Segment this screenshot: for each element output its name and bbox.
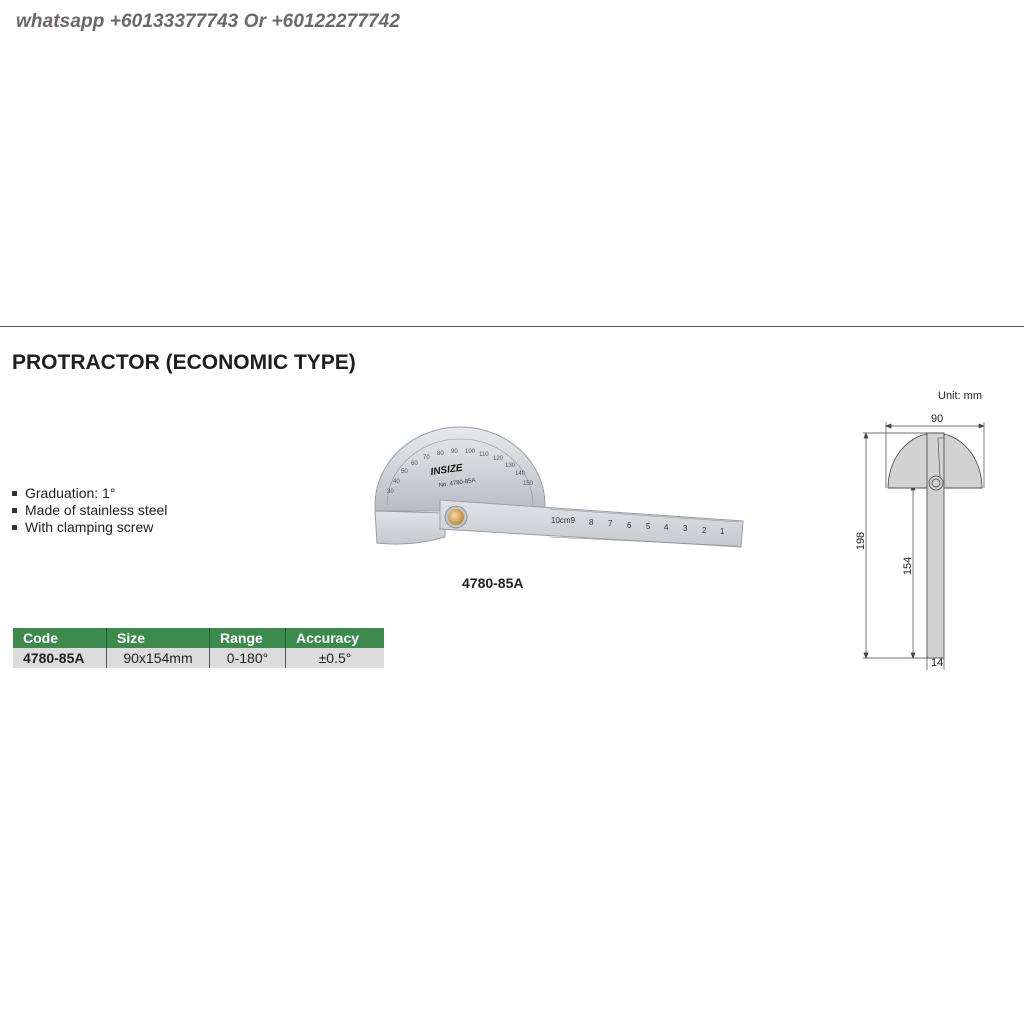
table-row xyxy=(13,648,384,668)
brand-logo: INSIZE xyxy=(429,462,464,478)
svg-text:140: 140 xyxy=(515,471,526,477)
bullet-icon xyxy=(12,525,17,530)
col-range: Range xyxy=(210,628,286,648)
spec-table xyxy=(13,628,384,668)
svg-text:90: 90 xyxy=(451,449,458,455)
svg-text:5: 5 xyxy=(646,522,651,531)
product-title: PROTRACTOR (ECONOMIC TYPE) xyxy=(12,351,356,374)
svg-text:8: 8 xyxy=(589,518,594,527)
feature-item: Graduation: 1° xyxy=(12,485,167,502)
clamping-screw-icon xyxy=(448,509,464,525)
svg-text:80: 80 xyxy=(437,451,444,457)
dim-arm-width: 14 xyxy=(931,657,944,669)
section-divider xyxy=(0,326,1024,327)
bullet-icon xyxy=(12,491,17,496)
bullet-icon xyxy=(12,508,17,513)
col-size: Size xyxy=(107,628,210,648)
unit-label: Unit: mm xyxy=(938,390,982,402)
cell-accuracy: ±0.5° xyxy=(286,648,385,668)
spec-table-header xyxy=(13,628,384,648)
svg-text:1: 1 xyxy=(720,527,725,536)
feature-item: Made of stainless steel xyxy=(12,502,167,519)
svg-text:2: 2 xyxy=(702,526,707,535)
dimension-drawing xyxy=(855,408,995,673)
svg-text:130: 130 xyxy=(505,463,516,469)
ruler-label: 10cm9 xyxy=(551,516,576,525)
protractor-photo xyxy=(365,425,750,560)
svg-text:70: 70 xyxy=(423,455,430,461)
feature-item: With clamping screw xyxy=(12,519,167,536)
svg-text:60: 60 xyxy=(411,461,418,467)
svg-text:7: 7 xyxy=(608,519,613,528)
svg-text:120: 120 xyxy=(493,456,504,462)
svg-text:No. 4780-85A: No. 4780-85A xyxy=(438,477,476,489)
dim-total-length: 198 xyxy=(855,531,868,551)
svg-text:30: 30 xyxy=(387,489,394,495)
feature-list xyxy=(12,485,167,536)
svg-text:4: 4 xyxy=(664,523,669,532)
svg-text:110: 110 xyxy=(479,452,489,458)
svg-text:3: 3 xyxy=(683,524,688,533)
cell-size: 90x154mm xyxy=(107,648,210,668)
svg-text:150: 150 xyxy=(523,481,534,487)
dim-width: 90 xyxy=(931,413,944,425)
col-accuracy: Accuracy xyxy=(286,628,385,648)
svg-text:50: 50 xyxy=(401,469,408,475)
svg-text:40: 40 xyxy=(393,479,400,485)
svg-text:6: 6 xyxy=(627,521,632,530)
contact-watermark: whatsapp +60133377743 Or +60122277742 xyxy=(16,11,400,32)
svg-text:100: 100 xyxy=(465,449,476,455)
dim-arm-length: 154 xyxy=(902,556,915,576)
cell-code: 4780-85A xyxy=(13,648,107,668)
photo-caption: 4780-85A xyxy=(462,575,524,591)
col-code: Code xyxy=(13,628,107,648)
cell-range: 0-180° xyxy=(210,648,286,668)
